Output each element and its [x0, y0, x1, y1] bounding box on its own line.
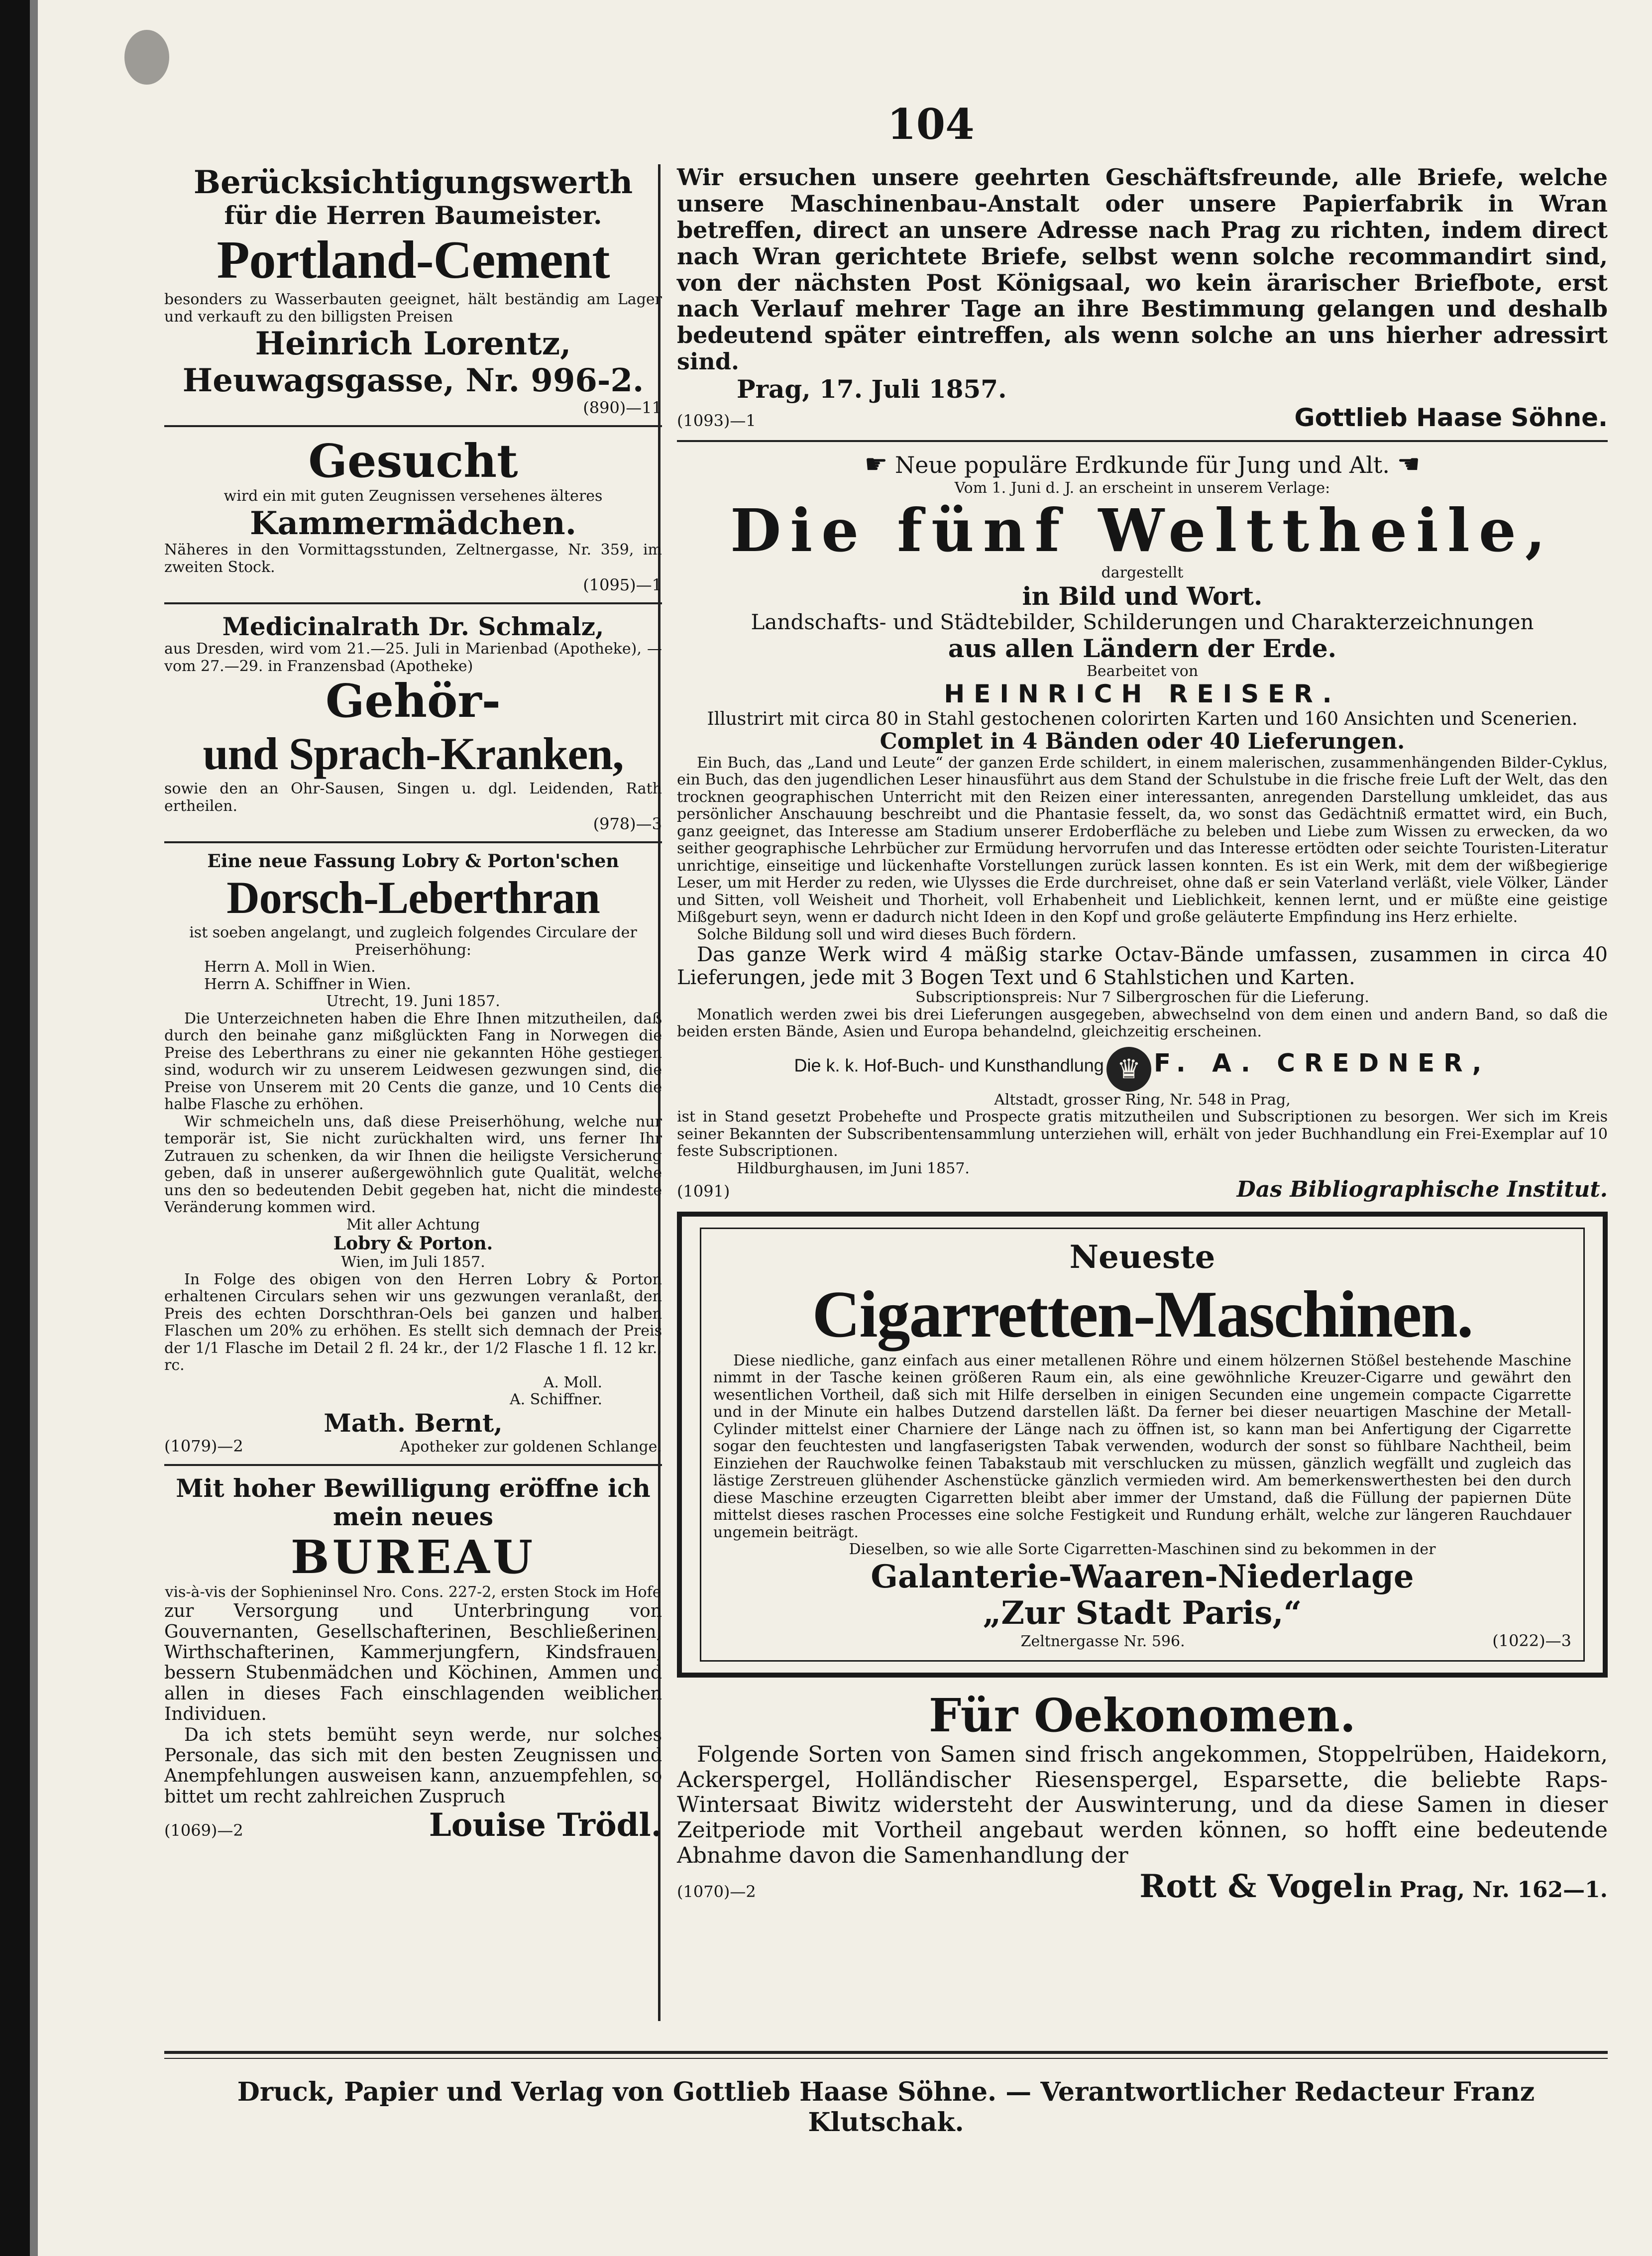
leberthran-dateline2: Wien, im Juli 1857.	[341, 1253, 485, 1271]
welttheile-price: Subscriptionspreis: Nur 7 Silbergroschen für die Lieferung.	[915, 989, 1369, 1007]
pointing-hand-left-icon: ☚	[1397, 450, 1421, 480]
left-column	[164, 164, 662, 1844]
divider	[164, 841, 662, 843]
cement-title: Portland-Cement	[217, 230, 610, 290]
welttheile-title: Die fünf Welttheile,	[730, 496, 1554, 565]
ad-code: (1022)—3	[1492, 1631, 1571, 1650]
oekonomen-address: in Prag, Nr. 162—1.	[1368, 1877, 1608, 1903]
divider	[164, 602, 662, 604]
welttheile-sub: Landschafts- und Städtebilder, Schilderungen und Charakterzeichnungen	[751, 610, 1534, 635]
bureau-paragraph: Da ich stets bemüht seyn werde, nur solches Personale, das sich mit den besten Zeugnissen und Anempfehlungen ausweisen kann, anzuempfehlen, so bittet um recht zahlreichen Zuspruch	[164, 1724, 662, 1807]
schmalz-subject1: Gehör-	[325, 674, 501, 728]
cigaretten-heading: Neueste	[1069, 1238, 1215, 1276]
cement-merchant: Heinrich Lorentz,	[255, 325, 571, 363]
gesucht-title: Gesucht	[308, 434, 518, 488]
bureau-paragraph: zur Versorgung und Unterbringung von Gouvernanten, Gesellschafterinen, Beschließerinen, Wirthschafterinen, Kammerjungfern, Kindsfrauen, bessern Stubenmädchen und Köchinen, Ammen und allen in dieses Fach einschlagenden weiblichen Individuen.	[164, 1601, 662, 1725]
cigaretten-ad	[700, 1228, 1585, 1662]
haase-notice	[677, 164, 1608, 432]
schmalz-subject2: und Sprach-Kranken,	[203, 728, 624, 780]
welttheile-dealer-label: Die k. k. Hof-Buch- und Kunsthandlung	[794, 1055, 1104, 1076]
gesucht-details: Näheres in den Vormittagsstunden, Zeltnergasse, Nr. 359, im zweiten Stock.	[164, 541, 662, 576]
ad-code: (890)—11	[583, 398, 662, 418]
cement-subheading: für die Herren Baumeister.	[224, 200, 602, 230]
bureau-heading: mein neues	[333, 1502, 493, 1532]
leberthran-dateline: Utrecht, 19. Juni 1857.	[326, 993, 500, 1011]
oekonomen-merchant: Rott & Vogel	[1139, 1868, 1365, 1906]
leberthran-title: Dorsch-Leberthran	[226, 872, 600, 923]
leberthran-line1: ist soeben angelangt, und zugleich folgendes Circulare der Preiserhöhung:	[189, 924, 637, 959]
bureau-location: vis-à-vis der Sophieninsel Nro. Cons. 227-2, ersten Stock im Hofe	[165, 1583, 661, 1601]
welttheile-banner: Neue populäre Erdkunde für Jung und Alt.	[895, 451, 1390, 479]
welttheile-publisher: Das Bibliographische Institut.	[1236, 1177, 1608, 1203]
welttheile-paragraph: Monatlich werden zwei bis drei Lieferungen ausgegeben, abwechselnd von dem einen und andern Band, so daß die beiden ersten Bände, Asien und Europa behandelnd, gleichzeitig erscheinen.	[677, 1006, 1608, 1041]
welttheile-sub: dargestellt	[1101, 564, 1184, 582]
ad-code: (1069)—2	[164, 1821, 243, 1840]
bureau-heading: Mit hoher Bewilligung eröffne ich	[176, 1473, 651, 1503]
welttheile-intro: Vom 1. Juni d. J. an erscheint in unserem Verlage:	[954, 479, 1330, 497]
ink-stain	[124, 30, 169, 85]
schmalz-title: Medicinalrath Dr. Schmalz,	[222, 611, 604, 641]
notice-signature: Gottlieb Haase Söhne.	[1294, 403, 1608, 432]
welttheile-sub: in Bild und Wort.	[1022, 581, 1263, 611]
notice-text: Wir ersuchen unsere geehrten Geschäftsfreunde, alle Briefe, welche unsere Maschinenbau-Anstalt oder unsere Papierfabrik in Wran betreffen, direct an unsere Adresse nach Prag zu richten, indem direct nach Wran gerichtete Briefe, selbst wenn solche recommandirt sind, von der nächsten Post Königsaal, wo kein ärarischer Briefbote, erst nach Verlauf mehrer Tage an ihre Bestimmung gelangen und deshalb bedeutend später eintreffen, als wenn solche an uns hierher adressirt sind.	[677, 164, 1608, 375]
welttheile-dealer: F. A. CREDNER,	[1154, 1048, 1491, 1078]
leberthran-paragraph: Wir schmeicheln uns, daß diese Preiserhöhung, welche nur temporär ist, Sie nicht zurückhalten wird, uns ferner Ihr Zutrauen zu schenken, da wir Ihnen die heiligste Versicherung geben, daß in unserer außergewöhnlich gute Qualität, welche uns den so bedeutenden Debit gegeben hat, nicht die mindeste Veränderung kommen wird.	[164, 1113, 662, 1217]
cigaretten-address: Zeltnergasse Nr. 596.	[1020, 1632, 1185, 1650]
welttheile-paragraph: Das ganze Werk wird 4 mäßig starke Octav-Bände umfassen, zusammen in circa 40 Lieferungen, jede mit 3 Bogen Text und 6 Stahlstichen und Karten.	[677, 943, 1608, 990]
ad-code: (1095)—1	[583, 575, 662, 595]
cement-description: besonders zu Wasserbauten geeignet, hält beständig am Lager und verkauft zu den billigsten Preisen	[164, 291, 662, 326]
divider	[164, 1464, 662, 1466]
welttheile-editor-label: Bearbeitet von	[1086, 662, 1199, 680]
welttheile-editor: HEINRICH REISER.	[944, 679, 1341, 709]
bureau-title: BUREAU	[290, 1530, 536, 1584]
ad-code: (1093)—1	[677, 411, 756, 430]
cigaretten-ad-frame	[677, 1212, 1608, 1678]
leberthran-signature: A. Schiffner.	[510, 1391, 602, 1409]
cement-address: Heuwagsgasse, Nr. 996-2.	[182, 361, 644, 399]
double-headed-eagle-icon: ♛	[1106, 1047, 1151, 1092]
page-number: 104	[887, 100, 975, 149]
notice-dateline: Prag, 17. Juli 1857.	[737, 374, 1007, 404]
pointing-hand-right-icon: ☛	[864, 450, 888, 480]
ad-code: (1070)—2	[677, 1882, 756, 1902]
ad-code: (1091)	[677, 1182, 730, 1201]
cement-ad	[164, 164, 662, 417]
imprint: Druck, Papier und Verlag von Gottlieb Haase Söhne. — Verantwortlicher Redacteur Franz Klutschak.	[237, 2077, 1535, 2138]
page-binding-shadow	[30, 0, 38, 2256]
divider	[677, 440, 1608, 442]
gesucht-line: wird ein mit guten Zeugnissen versehenes älteres	[223, 487, 603, 505]
cigaretten-shop: Galanterie-Waaren-Niederlage	[871, 1558, 1414, 1595]
welttheile-sub: aus allen Ländern der Erde.	[948, 634, 1337, 664]
leberthran-merchant-desc: Apotheker zur goldenen Schlange.	[400, 1438, 662, 1456]
bureau-signature: Louise Trödl.	[429, 1806, 662, 1844]
leberthran-paragraph: Die Unterzeichneten haben die Ehre Ihnen mitzutheilen, daß durch den beinahe ganz mißglückten Fang in Norwegen die Preise des Leberthrans zu einer nie gekannten Höhe gestiegen sind, wodurch wir zu unserem Leidwesen gezwungen sind, die Preise von Unserem mit 20 Cents die ganze, und 10 Cents die halbe Flasche zu erhöhen.	[164, 1010, 662, 1114]
welttheile-dealer-address: Altstadt, grosser Ring, Nr. 548 in Prag,	[994, 1091, 1291, 1109]
schmalz-ad	[164, 612, 662, 833]
divider	[164, 425, 662, 427]
footer-rule	[164, 2051, 1608, 2054]
cigaretten-paragraph: Diese niedliche, ganz einfach aus einer metallenen Röhre und einem hölzernen Stößel bestehende Maschine nimmt in der Tasche keinen größeren Raum ein, als eine gewöhnliche Kreuzer-Cigarre und gewährt den wesentlichen Vortheil, daß sich mit Hilfe derselben in einigen Secunden eine ungemein compacte Cigarrette und in der Minute ein halbes Dutzend darstellen läßt. Da ferner bei dieser neuartigen Maschine der Metall-Cylinder mittelst einer Charniere der Länge nach zu öffnen ist, so kann man bei Anfertigung der Cigarrette sogar den feuchtesten und langfaserigsten Tabak verwenden, wodurch der sonst so fühlbare Nachtheil, beim Einziehen der Rauchwolke feinen Tabakstaub mit verschlucken zu müssen, gänzlich wegfällt und zugleich das lästige Zerstreuen glühender Aschenstücke gänzlich vermieden wird. Am bemerkenswerthesten bei den durch diese Maschine erzeugten Cigarretten bleibt aber immer der Umstand, daß die Füllung der papiernen Düte mittelst dieses raschen Processes eine solche Festigkeit und Rundung erhält, welche zur längeren Rauchdauer ungemein beiträgt.	[713, 1352, 1571, 1541]
welttheile-complete: Complet in 4 Bänden oder 40 Lieferungen.	[880, 729, 1405, 755]
leberthran-closing: Mit aller Achtung	[346, 1216, 480, 1234]
leberthran-signature: A. Moll.	[543, 1373, 602, 1391]
ad-code: (1079)—2	[164, 1437, 243, 1456]
schmalz-line: aus Dresden, wird vom 21.—25. Juli in Marienbad (Apotheke), — vom 27.—29. in Franzensbad (Apotheke)	[164, 640, 662, 675]
oekonomen-text: Folgende Sorten von Samen sind frisch angekommen, Stoppelrüben, Haidekorn, Ackerspergel, Holländischer Riesenspergel, Esparsette, die beliebte Raps-Wintersaat Biwitz widersteht der Auswinterung, und da diese Samen in dieser Zeitperiode mit Vortheil angebaut werden können, so hofft eine bedeutende Abnahme davon die Samenhandlung der	[677, 1742, 1608, 1868]
welttheile-ad	[677, 450, 1608, 1203]
leberthran-signature: Lobry & Porton.	[333, 1233, 493, 1254]
oekonomen-title: Für Oekonomen.	[929, 1689, 1356, 1743]
welttheile-illustrations: Illustrirt mit circa 80 in Stahl gestochenen colorirten Karten und 160 Ansichten und Scenerien.	[707, 708, 1578, 729]
footer-rule	[164, 2058, 1608, 2059]
leberthran-addressee: Herrn A. Schiffner in Wien.	[204, 975, 411, 993]
cigaretten-shop: „Zur Stadt Paris,“	[983, 1594, 1302, 1632]
schmalz-details: sowie den an Ohr-Sausen, Singen u. dgl. Leidenden, Rath ertheilen.	[164, 780, 662, 815]
cigaretten-title: Cigarretten-Maschinen.	[812, 1277, 1473, 1351]
cigaretten-paragraph: Dieselben, so wie alle Sorte Cigarretten-Maschinen sind zu bekommen in der	[849, 1541, 1436, 1559]
leberthran-ad	[164, 851, 662, 1456]
right-column	[677, 164, 1608, 1905]
bureau-ad	[164, 1474, 662, 1844]
oekonomen-ad	[677, 1690, 1608, 1905]
cement-heading: Berücksichtigungswerth	[193, 164, 633, 201]
welttheile-paragraph: ist in Stand gesetzt Probehefte und Prospecte gratis mitzutheilen und Subscriptionen zu besorgen. Wer sich im Kreis seiner Bekannten der Subscribentensammlung unterziehen will, erhält von jeder Buchhandlung ein Frei-Exemplar auf 10 feste Subscriptionen.	[677, 1108, 1608, 1160]
newspaper-page	[30, 0, 1652, 2256]
leberthran-heading: Eine neue Fassung Lobry & Porton'schen	[207, 850, 619, 872]
ad-code: (978)—3	[593, 814, 662, 834]
welttheile-dateline: Hildburghausen, im Juni 1857.	[737, 1159, 970, 1177]
gesucht-ad	[164, 435, 662, 594]
leberthran-merchant: Math. Bernt,	[324, 1408, 503, 1438]
leberthran-addressee: Herrn A. Moll in Wien.	[204, 958, 376, 976]
welttheile-paragraph: Solche Bildung soll und wird dieses Buch fördern.	[697, 925, 1077, 943]
leberthran-paragraph: In Folge des obigen von den Herren Lobry & Porton erhaltenen Circulars sehen wir uns gezwungen veranlaßt, den Preis des echten Dorschthran-Oels bei ganzen und halben Flaschen um 20% zu erhöhen. Es stellt sich demnach der Preis der 1/1 Flasche im Detail 2 fl. 24 kr., der 1/2 Flasche 1 fl. 12 kr., rc.	[164, 1270, 662, 1374]
gesucht-subject: Kammermädchen.	[250, 504, 576, 542]
welttheile-paragraph: Ein Buch, das „Land und Leute“ der ganzen Erde schildert, in einem malerischen, zusammenhängenden Bilder-Cyklus, ein Buch, das den jugendlichen Leser hinausführt aus dem Stand der Schulstube in die frische freie Luft der Welt, das den trocknen geographischen Unterricht mit den Reizen einer interessanten, anregenden Darstellung umkleidet, das aus persönlicher Anschauung beschreibt und die Phantasie fesselt, da, wo sonst das Gedächtniß ermattet wird, ein Buch, ganz geeignet, das Interesse am Stadium unserer Erdoberfläche zu beleben und Liebe zum Wissen zu erwecken, da wo seither geographische Lehrbücher zur Ermüdung hervorrufen und das Interesse ertödten oder seichte Touristen-Literatur unrichtige, einseitige und lückenhafte Vorstellungen zurück lassen konnten. Es ist ein Werk, mit dem der wißbegierige Leser, um mit Herder zu reden, wie Ulysses die Erde durchreiset, ohne daß er sein Vaterland verläßt, viele Völker, Länder und Sitten, voll Weisheit und Thorheit, voll Erhabenheit und Lieblichkeit, kennen lernt, und er müßte eine geistige Mißgeburt seyn, wenn er dadurch nicht Ideen in den Kopf und große geläuterte Empfindung ins Herz erhielte.	[677, 754, 1608, 926]
